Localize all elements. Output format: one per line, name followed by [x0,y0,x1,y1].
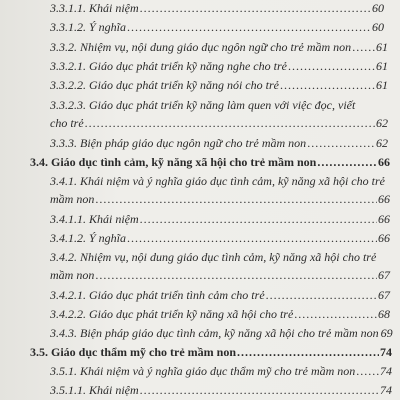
toc-entry-label: 3.3.2.2. Giáo dục phát triển kỹ năng nói cho trẻ [50,78,279,92]
toc-entry-page: 61 [376,78,388,92]
toc-entry-label: 3.4. Giáo dục tình cảm, kỹ năng xã hội cho trẻ mầm non [30,155,317,169]
toc-entry-label: 3.3.2. Nhiệm vụ, nội dung giáo dục ngôn ngữ cho trẻ mầm non [50,40,352,54]
toc-section-3-5 [30,345,392,360]
toc-entry-page: 60 [372,20,384,34]
toc-entry-label: 3.5.1. Khái niệm và ý nghĩa giáo dục thẩm mỹ cho trẻ mầm non [50,364,356,378]
toc-entry-label: 3.3.2.1. Giáo dục phát triển kỹ năng nghe cho trẻ [50,59,287,73]
toc-entry-page: 67 [378,268,390,282]
toc-entry-page: 66 [378,192,390,206]
toc-entry-label: mầm non [50,192,95,206]
toc-entry-3-4-1-1 [50,212,390,227]
toc-entry-label-line1: 3.4.2. Nhiệm vụ, nội dung giáo dục tình cảm, kỹ năng xã hội cho trẻ [50,250,377,264]
toc-entry-3-3-2 [50,40,388,55]
toc-entry-3-4-2-2 [50,307,390,322]
toc-entry-label: 3.3.3. Biện pháp giáo dục ngôn ngữ cho trẻ mầm non [50,136,307,150]
toc-entry-page: 62 [376,136,388,150]
toc-entry-3-3-2-1 [50,59,388,74]
toc-entry-label-line1: 3.3.2.3. Giáo dục phát triển kỹ năng làm quen với việc đọc, viết [50,98,356,112]
toc-entry-3-3-2-3 [50,98,388,131]
toc-entry-page: 67 [378,288,390,302]
toc-entry-page: 69 [380,326,393,340]
toc-entry-3-4-2-1 [50,288,390,303]
toc-entry-label: cho trẻ [50,116,84,130]
toc-entry-label: 3.4.1.1. Khái niệm [50,212,139,226]
toc-entry-label: mầm non [50,268,95,282]
toc-entry-page: 68 [378,307,390,321]
toc-entry-label: 3.4.3. Biện pháp giáo dục tình cảm, kỹ năng xã hội cho trẻ mầm non [50,326,379,340]
toc-entry-label: 3.3.1.1. Khái niệm [50,1,139,15]
toc-entry-label: 3.4.2.1. Giáo dục phát triển tình cảm cho trẻ [50,288,265,302]
toc-entry-page: 66 [378,155,390,169]
toc-entry-3-4-1-2 [50,231,390,246]
toc-entry-page: 74 [380,345,392,359]
toc-entry-3-4-2 [50,250,390,283]
toc-entry-label-line1: 3.4.1. Khái niệm và ý nghĩa giáo dục tình cảm, kỹ năng xã hội cho trẻ [50,174,385,188]
toc-entry-page: 66 [378,231,390,245]
toc-section-3-4 [30,155,390,170]
toc-entry-page: 66 [378,212,390,226]
toc-entry-label: 3.3.1.2. Ý nghĩa [50,20,127,34]
toc-entry-label: 3.5. Giáo dục thẩm mỹ cho trẻ mầm non [30,345,236,359]
toc-entry-page: 60 [372,1,384,15]
toc-entry-3-4-1 [50,174,390,207]
toc-entry-page: 61 [376,59,388,73]
toc-entry-3-4-3 [50,326,393,341]
toc-entry-3-3-1-2 [50,20,384,35]
toc-entry-label: 3.5.1.1. Khái niệm [50,383,139,397]
toc-entry-3-3-2-2 [50,78,388,93]
toc-entry-label: 3.4.2.2. Giáo dục phát triển kỹ năng xã hội cho trẻ [50,307,294,321]
toc-entry-page: 62 [376,116,388,130]
toc-entry-page: 61 [376,40,388,54]
toc-entry-3-5-1-1 [50,383,392,398]
toc-entry-page: 74 [380,364,392,378]
toc-entry-3-3-1-1 [50,1,384,16]
toc-entry-3-5-1 [50,364,392,379]
toc-entry-3-3-3 [50,136,388,151]
toc-entry-label: 3.4.1.2. Ý nghĩa [50,231,127,245]
toc-entry-page: 74 [380,383,392,397]
